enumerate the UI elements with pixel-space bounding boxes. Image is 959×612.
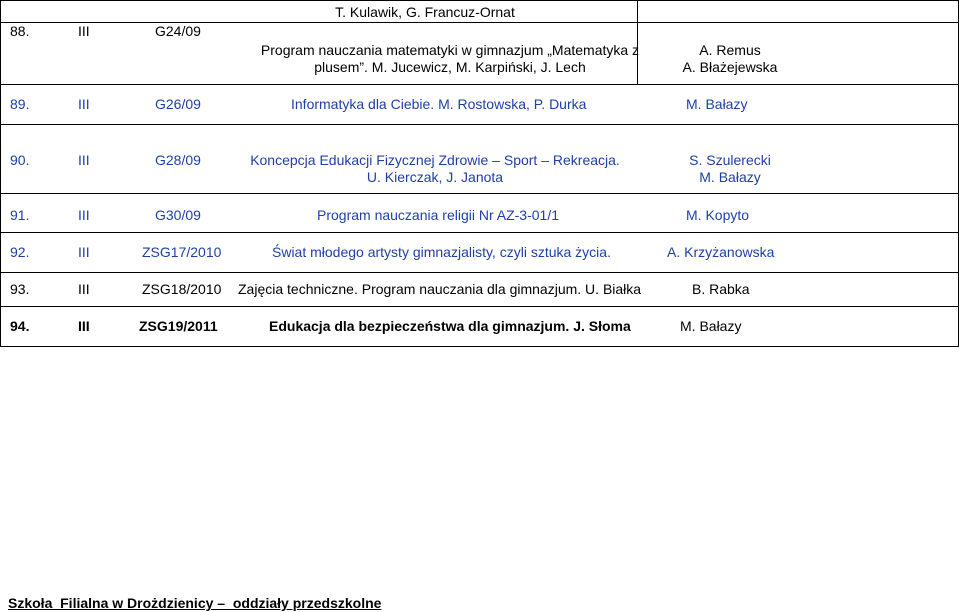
row-class: III <box>78 207 90 223</box>
row-number: 90. <box>10 152 30 168</box>
program-title: Edukacja dla bezpieczeństwa dla gimnazjum. J. Słoma <box>269 318 631 334</box>
program-title: Zajęcia techniczne. Program nauczania dla gimnazjum. U. Białka <box>238 281 642 297</box>
program-title: Informatyka dla Ciebie. M. Rostowska, P. Durka <box>291 96 587 112</box>
row-number: 89. <box>10 96 30 112</box>
section-heading: Szkoła Filialna w Drożdzienicy – oddziały przedszkolne <box>8 595 382 611</box>
row-code: ZSG17/2010 <box>142 244 222 260</box>
row-code: ZSG18/2010 <box>142 281 222 297</box>
row-class: III <box>78 152 90 168</box>
program-authors: T. Kulawik, G. Francuz-Ornat <box>335 4 515 20</box>
approver: A. Błażejewska <box>682 59 778 75</box>
row-class: III <box>78 96 90 112</box>
row-number: 91. <box>10 207 30 223</box>
program-title: Program nauczania matematyki w gimnazjum „Matematyka z <box>260 42 640 58</box>
approver: M. Bałazy <box>680 318 742 334</box>
row-code: G28/09 <box>155 152 201 168</box>
row-number: 92. <box>10 244 30 260</box>
approver: M. Bałazy <box>686 96 748 112</box>
row-code: G26/09 <box>155 96 201 112</box>
program-title: Świat młodego artysty gimnazjalisty, czyli sztuka życia. <box>272 244 611 260</box>
approver: A. Krzyżanowska <box>667 244 775 260</box>
row-code: G30/09 <box>155 207 201 223</box>
program-title-cont: plusem”. M. Jucewicz, M. Karpiński, J. Lech <box>314 59 586 75</box>
approver: B. Rabka <box>692 281 750 297</box>
row-number: 94. <box>10 318 30 334</box>
row-class: III <box>78 281 90 297</box>
row-class: III <box>78 23 90 39</box>
approver: A. Remus <box>699 42 761 58</box>
approver: M. Bałazy <box>699 169 761 185</box>
row-class: III <box>78 244 90 260</box>
program-title: Program nauczania religii Nr AZ-3-01/1 <box>317 207 559 223</box>
row-number: 88. <box>10 23 30 39</box>
row-code: G24/09 <box>155 23 201 39</box>
program-title: Koncepcja Edukacji Fizycznej Zdrowie – Sport – Rekreacja. <box>250 152 620 168</box>
row-class: III <box>78 318 90 334</box>
row-number: 93. <box>10 281 30 297</box>
program-title-cont: U. Kierczak, J. Janota <box>366 169 504 185</box>
row-code: ZSG19/2011 <box>139 318 218 334</box>
approver: M. Kopyto <box>686 207 750 223</box>
approver: S. Szulerecki <box>689 152 771 168</box>
